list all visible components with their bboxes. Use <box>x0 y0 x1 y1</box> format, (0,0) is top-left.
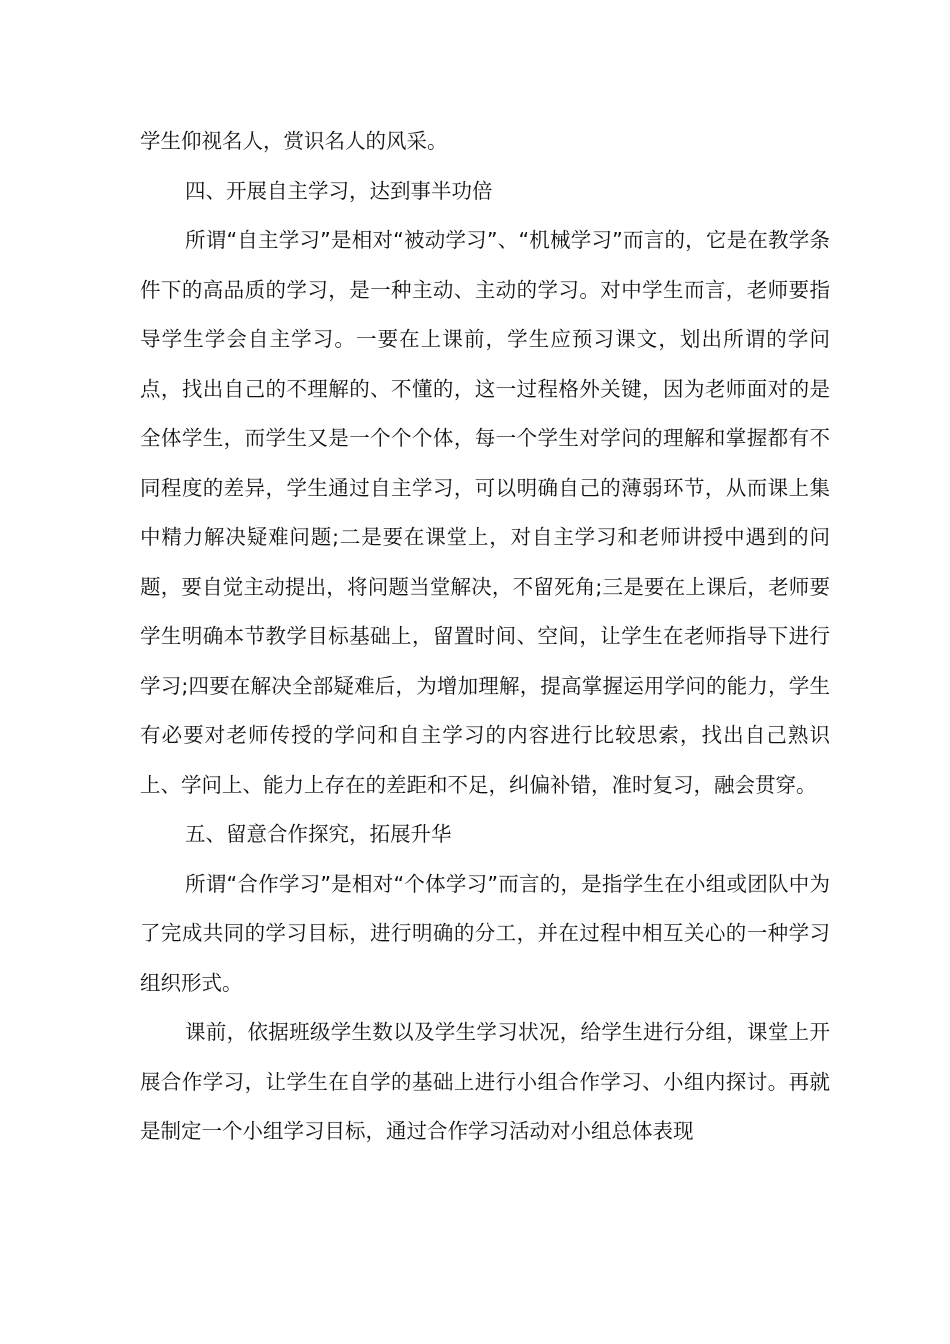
section-heading-four: 四、开展自主学习，达到事半功倍 <box>185 178 493 203</box>
section-heading-five: 五、留意合作探究，拓展升华 <box>185 822 452 846</box>
document-body <box>140 117 830 1157</box>
paragraph-self-study: 所谓“自主学习”是相对“被动学习”、“机械学习”而言的，它是在教学条件下的高品质的学习，是一种主动、主动的学习。对中学生而言，老师要指导学生学会自主学习。一要在上课前，学生应预习课文，划出所谓的学问点，找出自己的不理解的、不懂的，这一过程格外关键，因为老师面对的是全体学生，而学生又是一个个个体，每一个学生对学问的理解和掌握都有不同程度的差异，学生通过自主学习，可以明确自己的薄弱环节，从而课上集中精力解决疑难问题;二是要在课堂上，对自主学习和老师讲授中遇到的问题，要自觉主动提出，将问题当堂解决，不留死角;三是要在上课后，老师要学生明确本节教学目标基础上，留置时间、空间，让学生在老师指导下进行学习;四要在解决全部疑难后，为增加理解，提高掌握运用学问的能力，学生有必要对老师传授的学问和自主学习的内容进行比较思索，找出自己熟识上、学问上、能力上存在的差距和不足，纠偏补错，准时复习，融会贯穿。 <box>140 228 830 797</box>
paragraph-cooperative-practice: 课前，依据班级学生数以及学生学习状况，给学生进行分组，课堂上开展合作学习，让学生在自学的基础上进行小组合作学习、小组内探讨。再就是制定一个小组学习目标，通过合作学习活动对小组总体表现 <box>140 1020 830 1143</box>
paragraph-continuation: 学生仰视名人，赏识名人的风采。 <box>140 129 448 153</box>
paragraph-cooperative-definition: 所谓“合作学习”是相对“个体学习”而言的，是指学生在小组或团队中为了完成共同的学习目标，进行明确的分工，并在过程中相互关心的一种学习组织形式。 <box>140 871 830 995</box>
